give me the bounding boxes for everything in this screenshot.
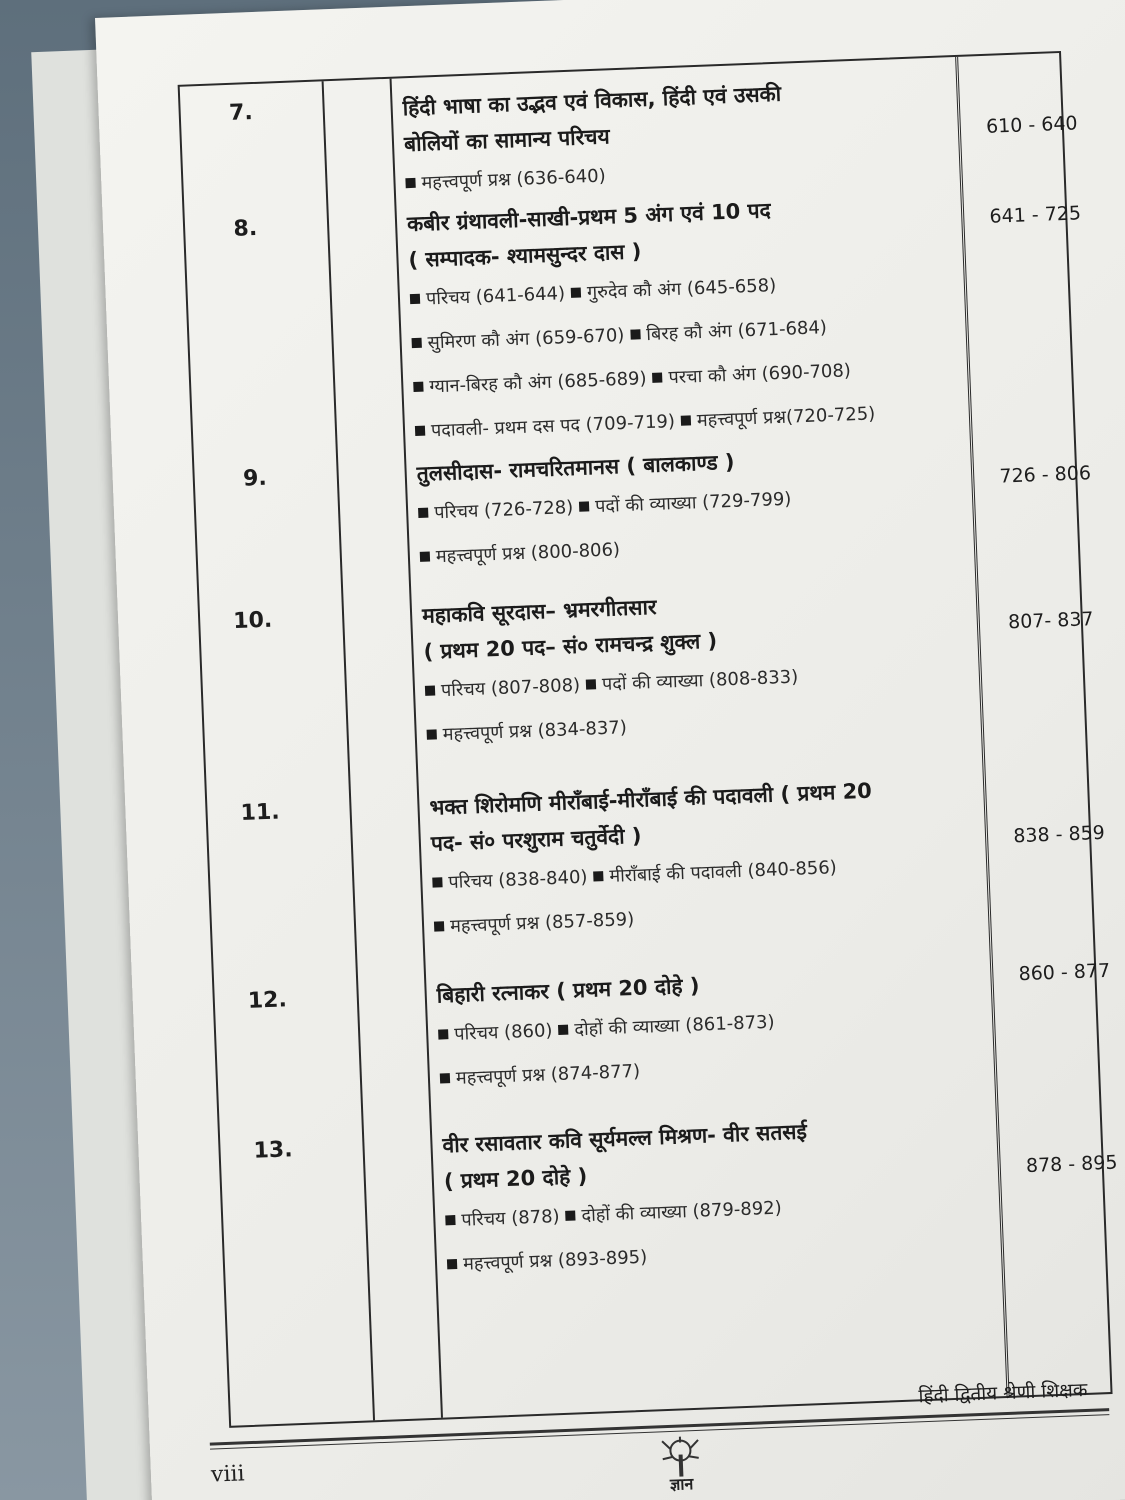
subtopic-item: गुरुदेव कौ अंग (645-658)	[586, 275, 777, 304]
subtopic-item: परिचय (860)	[453, 1020, 553, 1045]
contents-table	[178, 51, 1118, 1428]
subtopic-item: परिचय (838-840)	[448, 866, 588, 894]
chapter-number: 10.	[232, 607, 273, 635]
chapter-number: 7.	[228, 100, 254, 126]
book-title: हिंदी द्वितीय श्रेणी शिक्षक	[918, 1378, 1088, 1408]
chapter-number: 8.	[233, 215, 258, 242]
subtopic-item: परिचय (807-808)	[440, 674, 581, 702]
subtopic-item: मीराँबाई की पदावली (840-856)	[609, 857, 838, 887]
chapter-number: 9.	[242, 465, 268, 492]
chapter-title-line: वीर रसावतार कवि सूर्यमल्ल मिश्रण- वीर सतसई	[442, 1119, 808, 1158]
bullet-square-icon	[425, 685, 435, 695]
chapter-title-line: पद- सं० परशुराम चतुर्वेदी )	[430, 823, 642, 856]
subtopic-item: महत्त्वपूर्ण प्रश्न (636-640)	[421, 165, 607, 194]
chapter-content	[402, 69, 954, 206]
page-range: 878 - 895	[1025, 1151, 1118, 1178]
page-range: 807- 837	[1007, 608, 1094, 634]
bullet-square-icon	[413, 382, 423, 392]
chapter-content	[406, 185, 963, 454]
page-number: viii	[210, 1461, 246, 1488]
bullet-square-icon	[447, 1259, 457, 1269]
chapter-content	[442, 1106, 996, 1287]
bullet-square-icon	[418, 508, 428, 518]
bullet-square-icon	[681, 415, 691, 425]
bullet-square-icon	[438, 1029, 448, 1039]
subtopic-item: दोहों की व्याख्या (861-873)	[574, 1011, 775, 1041]
contents-row	[214, 952, 1111, 1089]
bullet-square-icon	[579, 501, 589, 511]
bullet-square-icon	[558, 1025, 568, 1035]
subtopic-item: सुमिरण कौ अंग (659-670)	[427, 324, 625, 354]
subtopic-item: बिरह कौ अंग (671-684)	[645, 317, 828, 346]
chapter-title-line: हिंदी भाषा का उद्भव एवं विकास, हिंदी एवं उसकी	[402, 81, 782, 121]
chapter-content	[416, 435, 968, 580]
bullet-square-icon	[445, 1215, 455, 1225]
subtopic-item: परचा कौ अंग (690-708)	[668, 360, 852, 389]
bullet-square-icon	[427, 729, 437, 739]
chapter-title-line: ( प्रथम 20 दोहे )	[443, 1163, 588, 1194]
bullet-square-icon	[571, 288, 581, 298]
chapter-title-line: ( सम्पादक- श्यामसुन्दर दास )	[408, 239, 642, 273]
bullet-square-icon	[415, 426, 425, 436]
chapter-title-line: बोलियों का सामान्य परिचय	[403, 124, 611, 157]
subtopic-item: महत्त्वपूर्ण प्रश्न (834-837)	[442, 717, 628, 746]
page-range: 860 - 877	[1018, 959, 1111, 986]
chapter-content	[429, 769, 983, 950]
chapter-content	[422, 577, 976, 758]
page-range: 610 - 640	[985, 112, 1078, 138]
bullet-square-icon	[586, 679, 596, 689]
bullet-square-icon	[593, 871, 603, 881]
chapter-title-line: बिहारी रत्नाकर ( प्रथम 20 दोहे )	[436, 973, 700, 1008]
logo-text: ज्ञान	[669, 1474, 694, 1494]
subtopic-item: महत्त्वपूर्ण प्रश्न (874-877)	[455, 1060, 641, 1089]
contents-row	[220, 1102, 1118, 1275]
bullet-square-icon	[565, 1210, 575, 1220]
subtopic-item: परिचय (726-728)	[433, 497, 574, 524]
bullet-square-icon	[405, 178, 415, 188]
chapter-number: 11.	[240, 799, 281, 826]
subtopic-item: महत्त्वपूर्ण प्रश्न (857-859)	[449, 908, 635, 938]
subtopic-item: पदावली- प्रथम दस पद (709-719)	[430, 411, 676, 442]
chapter-title-line: कबीर ग्रंथावली-साखी-प्रथम 5 अंग एवं 10 पद	[406, 198, 772, 237]
chapter-number: 13.	[253, 1137, 294, 1164]
bullet-square-icon	[652, 372, 662, 382]
subtopic-item: दोहों की व्याख्या (879-892)	[581, 1197, 783, 1227]
subtopic-item: पदों की व्याख्या (808-833)	[601, 666, 799, 696]
subtopic-item: परिचय (641-644)	[425, 283, 566, 310]
chapter-content	[436, 957, 988, 1102]
contents-rows	[180, 53, 1118, 1275]
bullet-square-icon	[630, 329, 640, 339]
chapter-title-line: महाकवि सूरदास– भ्रमरगीतसार	[421, 594, 657, 628]
bullet-square-icon	[420, 552, 430, 562]
subtopic-item: ग्यान-बिरह कौ अंग (685-689)	[429, 368, 647, 398]
bullet-square-icon	[434, 921, 444, 931]
column-divider	[322, 81, 375, 1420]
subtopic-item: महत्त्वपूर्ण प्रश्न (800-806)	[435, 539, 621, 568]
bullet-square-icon	[440, 1073, 450, 1083]
contents-row	[207, 764, 1106, 938]
subtopic-item: महत्त्वपूर्ण प्रश्न(720-725)	[696, 403, 876, 432]
chapter-title-line: ( प्रथम 20 पद– सं० रामचन्द्र शुक्ल )	[423, 628, 718, 664]
subtopic-item: पदों की व्याख्या (729-799)	[594, 488, 792, 518]
subtopic-item: महत्त्वपूर्ण प्रश्न (893-895)	[462, 1246, 648, 1275]
chapter-number: 12.	[247, 987, 288, 1014]
bullet-square-icon	[410, 294, 420, 304]
page-range: 726 - 806	[999, 462, 1092, 488]
contents-row	[180, 65, 1078, 194]
chapter-title-line: तुलसीदास- रामचरितमानस ( बालकाण्ड )	[416, 449, 735, 486]
page-range: 641 - 725	[989, 202, 1082, 228]
page-range: 838 - 859	[1012, 821, 1106, 848]
book-page	[95, 0, 1125, 1500]
bullet-square-icon	[412, 338, 422, 348]
contents-row	[200, 573, 1094, 746]
subtopic-item: परिचय (878)	[461, 1206, 561, 1231]
bullet-square-icon	[432, 877, 442, 887]
chapter-title-line: भक्त शिरोमणि मीराँबाई-मीराँबाई की पदावली ( प्रथम 20	[429, 778, 873, 820]
